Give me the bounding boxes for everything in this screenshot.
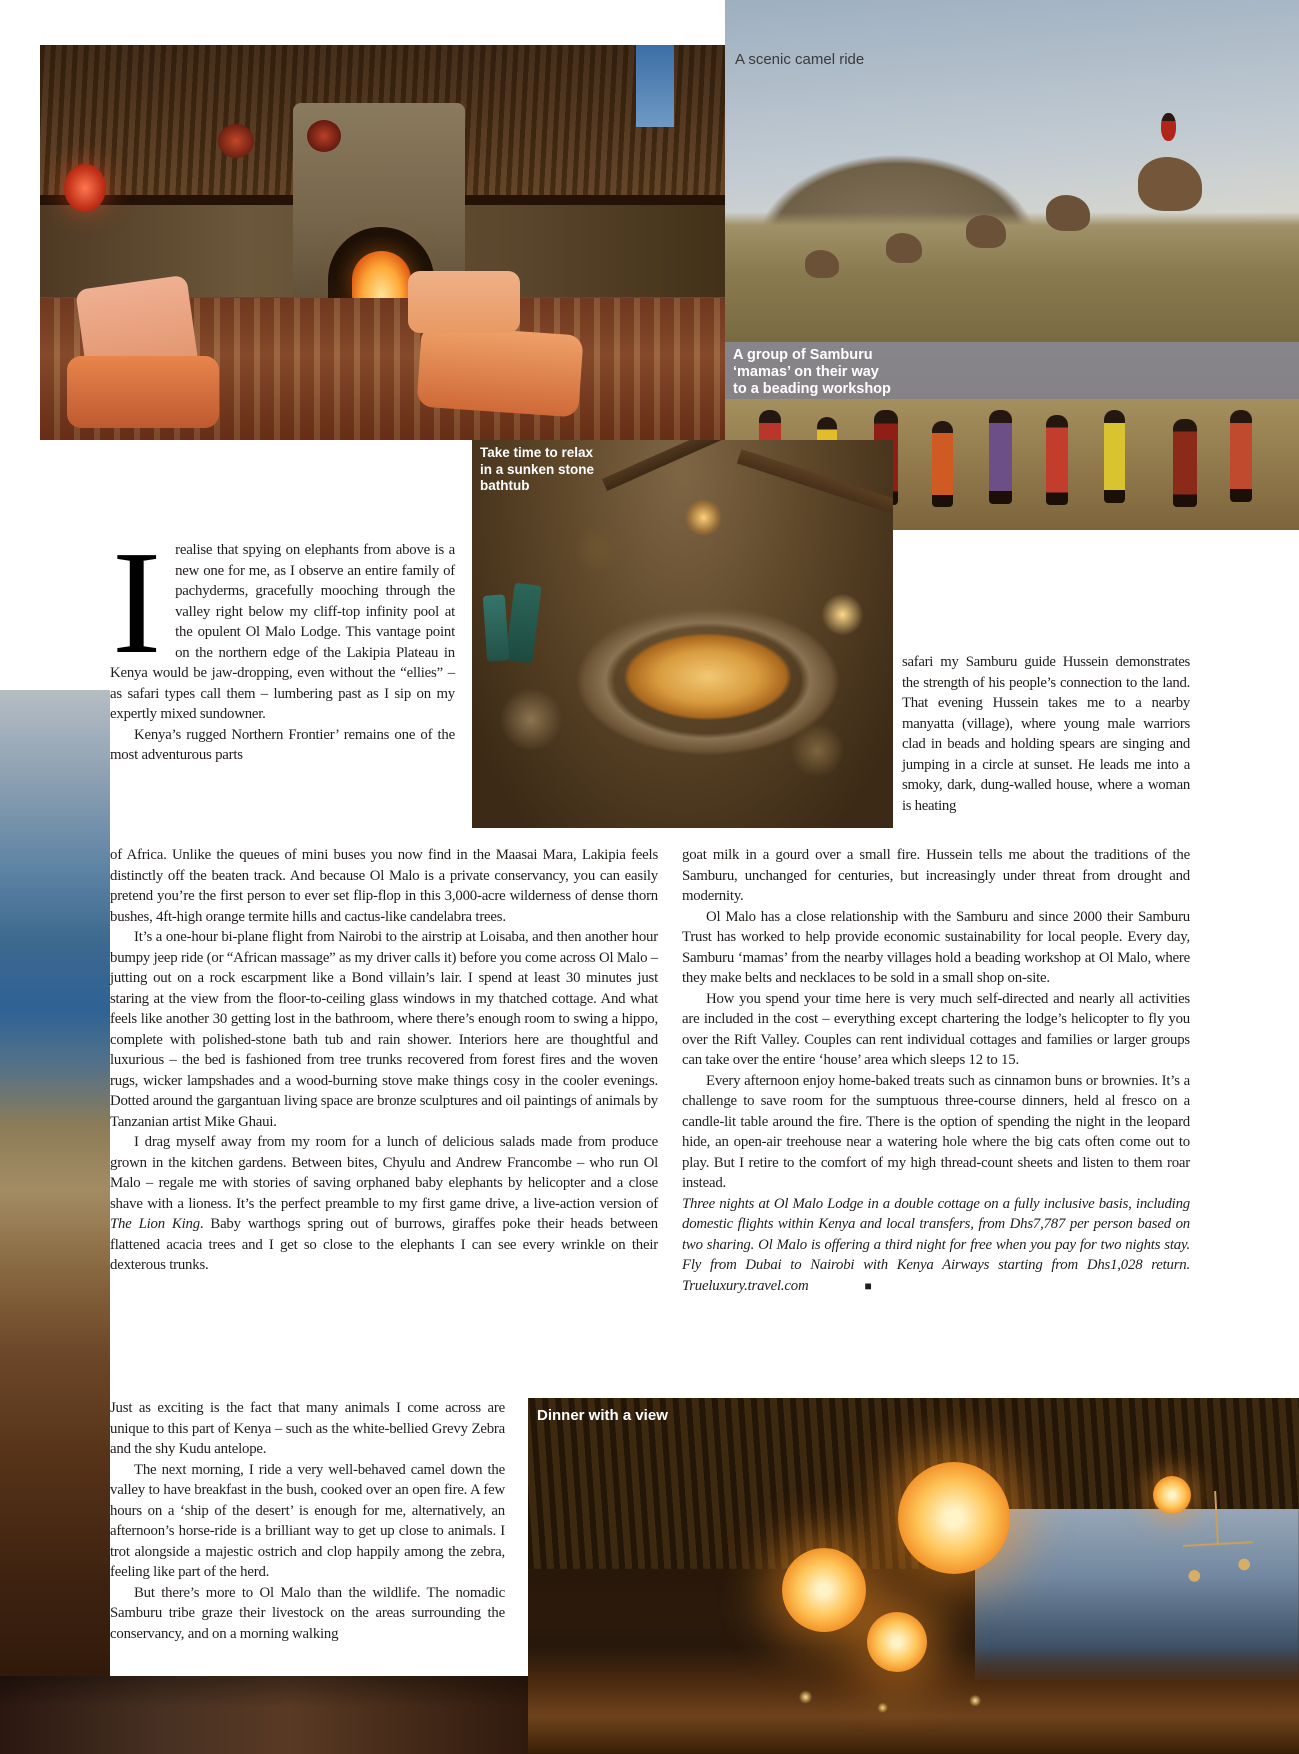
samburu-caption-bar	[725, 342, 1299, 399]
samburu-figure	[1230, 410, 1252, 502]
article-left-column-bottom	[110, 1398, 505, 1644]
caption-line: ‘mamas’ on their way	[733, 364, 879, 380]
stone-bathtub-photo	[472, 440, 893, 828]
cushion-right-back	[408, 271, 520, 333]
caption-line: to a beading workshop	[733, 381, 891, 397]
camel-rider	[1161, 113, 1176, 141]
caption-line: bathtub	[480, 478, 530, 493]
wood-beam	[737, 449, 893, 516]
paragraph	[110, 1132, 658, 1276]
red-lantern	[64, 164, 106, 212]
paragraph-text: realise that spying on elephants from above is a new one for me, as I observe an entire family of pachyderms, gracefully mooching through the valley right below my cliff-top infinity pool at the opulent Ol Malo Lodge. This vantage point on the northern edge of the Lakipia Plateau in Kenya would be jaw-dropping, even without the “ellies” – as safari types call them – lumbering past as I sip on my expertly mixed sundowner.	[110, 542, 455, 722]
camel-silhouette	[886, 233, 922, 263]
movie-title: The Lion King	[110, 1216, 200, 1232]
paragraph-text: Just as exciting is the fact that many animals I come across are unique to this part of Kenya – such as the white-bellied Grevy Zebra and the shy Kudu antelope.	[110, 1400, 505, 1457]
paper-lantern	[867, 1612, 927, 1672]
camel-silhouette	[966, 215, 1006, 248]
camel-photo-caption: A scenic camel ride	[735, 51, 865, 68]
paragraph-text: safari my Samburu guide Hussein demonstrates the strength of his people’s connection to the land. That evening Hussein takes me to a nearby manyatta (village), where young male warriors clad in beads and holding spears are singing and jumping in a circle at sunset. He leads me into a smoky, dark, dung-walled house, where a woman is heating	[902, 654, 1190, 814]
article-end-mark: ■	[864, 1278, 872, 1293]
green-towel	[482, 595, 509, 662]
paragraph	[110, 1398, 505, 1460]
samburu-figure	[1046, 415, 1068, 505]
paragraph	[682, 1071, 1190, 1194]
window-sky	[636, 45, 674, 127]
samburu-figure	[1173, 419, 1197, 507]
paper-lantern	[898, 1462, 1010, 1574]
camel-silhouette	[1046, 195, 1090, 231]
paragraph	[682, 907, 1190, 989]
samburu-figure	[1104, 410, 1125, 503]
cushion-right-front	[416, 325, 583, 418]
article-right-column-bottom	[682, 845, 1190, 1296]
paragraph-text: It’s a one-hour bi-plane flight from Nairobi to the airstrip at Loisaba, and then another hour bumpy jeep ride (or “African massage” as my driver calls it) before you come across Ol Malo – jutting out on a rock escarpment like a Bond villain’s lair. I spend at least 30 minutes just staring at the view from the floor-to-ceiling glass windows in my thatched cottage. And what feels like another 30 getting lost in the bathroom, where there’s enough room to swing a hippo, complete with polished-stone bath tub and rain shower. Interiors here are thoughtful and luxurious – the bed is fashioned from tree trunks recovered from forest fires and the woven rugs, wicker lampshades and a wood-burning stove make things cosy in the cooler evenings. Dotted around the gargantuan living space are bronze sculptures and oil paintings of animals by Tanzanian artist Mike Ghaui.	[110, 929, 659, 1130]
dinner-photo	[528, 1398, 1299, 1754]
article-left-column-top	[110, 521, 455, 766]
hanging-basket	[218, 124, 254, 158]
drop-cap: I	[112, 521, 162, 685]
paragraph	[682, 845, 1190, 907]
paragraph-text: Every afternoon enjoy home-baked treats such as cinnamon buns or brownies. It’s a challenge to save room for the sumptuous three-course dinners, held al fresco on a candle-lit table around the fire. There is the option of spending the night in the leopard hide, an open-air treehouse near a watering hole where the big cats often come out to play. But I retire to the comfort of my high thread-count sheets and listen to them roar instead.	[682, 1072, 1190, 1191]
wood-beam	[602, 440, 744, 491]
paragraph-text: How you spend your time here is very much self-directed and nearly all activities are included in the cost – everything except chartering the lodge’s helicopter to fly you over the Rift Valley. Couples can rent individual cottages and families or larger groups can take over the entire ‘house’ area which sleeps 12 to 15.	[682, 990, 1190, 1068]
caption-line: Take time to relax	[480, 445, 594, 460]
lodge-interior-photo	[40, 45, 725, 440]
paragraph	[110, 927, 658, 1132]
paragraph-text: The next morning, I ride a very well-behaved camel down the valley to have breakfast in the bush, cooked over an open fire. A few hours on a ‘ship of the desert’ is enough for me, alternatively, an afternoon’s horse-ride is a brilliant way to get up close to animals. I trot alongside a majestic ostrich and clop happily among the zebra, feeling like part of the herd.	[110, 1461, 505, 1580]
paragraph	[110, 725, 455, 766]
caption-line: A group of Samburu	[733, 347, 873, 363]
cushion-left-front	[67, 356, 219, 428]
paragraph	[110, 521, 455, 725]
paragraph-text: . Baby warthogs spring out of burrows, giraffes poke their heads between flattened acacia trees and I get so close to the elephants I can see every wrinkle on their dexterous trunks.	[110, 1216, 658, 1273]
paragraph-text: I drag myself away from my room for a lunch of delicious salads made from produce grown in the kitchen gardens. Between bites, Chyulu and Andrew Francombe – who run Ol Malo – regale me with stories of saving orphaned baby elephants by helicopter and a close shave with a lioness. It’s the perfect preamble to my first game drive, a live-action version of	[110, 1134, 658, 1212]
paragraph	[110, 1460, 505, 1583]
camel-silhouette	[805, 250, 839, 278]
samburu-figure	[932, 421, 953, 507]
paragraph-text: Ol Malo has a close relationship with the Samburu and since 2000 their Samburu Trust has worked to help provide economic sustainability for local people. Every day, Samburu ‘mamas’ from the nearby villages hold a beading workshop at Ol Malo, where they make belts and necklaces to be sold in a small shop on-site.	[682, 908, 1190, 986]
paragraph-text: of Africa. Unlike the queues of mini buses you now find in the Maasai Mara, Lakipia feels distinctly off the beaten track. And because Ol Malo is a private conservancy, you can easily pretend you’re the first person to ever set flip-flop in this 3,000-acre wilderness of dense thorn bushes, 4ft-high orange termite hills and cactus-like candelabra trees.	[110, 847, 658, 925]
background-rocks-strip	[0, 1676, 528, 1754]
dinner-photo-caption: Dinner with a view	[537, 1407, 668, 1424]
samburu-figure	[989, 410, 1012, 504]
hanging-scale	[1181, 1489, 1257, 1603]
hanging-basket	[307, 120, 341, 152]
article-left-column-middle	[110, 845, 658, 1276]
bathtub-photo-caption	[480, 445, 594, 495]
paragraph	[902, 652, 1190, 816]
paragraph	[110, 1583, 505, 1645]
paragraph-text: Three nights at Ol Malo Lodge in a double cottage on a fully inclusive basis, including domestic flights within Kenya and local transfers, from Dhs7,787 per person based on two sharing. Ol Malo is offering a third night for free when you pay for two nights stay. Fly from Dubai to Nairobi with Kenya Airways starting from Dhs1,028 return. Trueluxury.travel.com	[682, 1195, 1190, 1294]
paragraph-text: But there’s more to Ol Malo than the wildlife. The nomadic Samburu tribe graze their livestock on the areas surrounding the conservancy, and on a morning walking	[110, 1584, 505, 1642]
caption-line: in a sunken stone	[480, 461, 595, 477]
paragraph-text: Kenya’s rugged Northern Frontier’ remains one of the most adventurous parts	[110, 726, 455, 763]
paragraph	[110, 845, 658, 927]
booking-details-paragraph	[682, 1194, 1190, 1297]
paper-lantern	[782, 1548, 866, 1632]
camel-silhouette	[1138, 157, 1202, 211]
background-landscape-strip	[0, 690, 110, 1754]
paragraph	[682, 989, 1190, 1071]
camel-ride-photo	[725, 0, 1299, 342]
green-towel	[505, 582, 541, 663]
paragraph-text: goat milk in a gourd over a small fire. Hussein tells me about the traditions of the Samburu, unchanged for centuries, but increasingly under threat from drought and modernity.	[682, 847, 1190, 904]
article-right-column-top	[902, 652, 1190, 816]
